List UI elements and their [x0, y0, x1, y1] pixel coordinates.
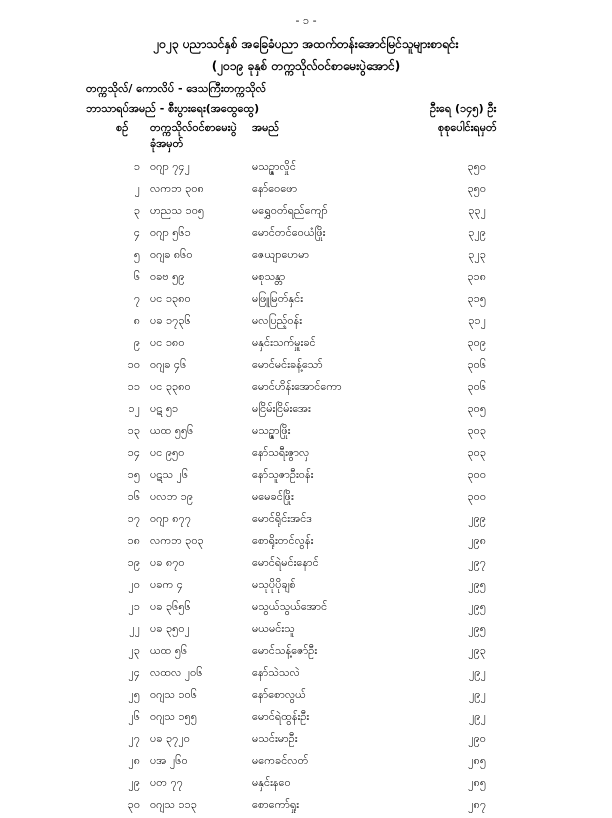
row-number: ၃ — [133, 204, 140, 217]
roll-number: ဝခဗ ၅၉ — [150, 270, 185, 283]
table-row — [0, 180, 612, 202]
table-row — [0, 312, 612, 334]
total-marks: ၃၀၅ — [467, 402, 486, 415]
roll-number: ပခ ၃၅၀၂ — [150, 622, 190, 635]
total-marks: ၃၅၀ — [467, 160, 486, 173]
total-marks: ၃၀၉ — [467, 336, 486, 349]
total-marks: ၂၉၉ — [468, 512, 486, 525]
row-number: ၁၃ — [127, 424, 140, 437]
row-number: ၂ — [134, 182, 140, 195]
student-name: မဖြူမြတ်နှင်း — [252, 292, 304, 305]
roll-number: ဝဂျာ ၅၆၁ — [150, 226, 191, 239]
student-name: မောင်ရဲထွန်းဦး — [252, 710, 310, 723]
roll-number: ဝဂျာ ၈၇၇ — [150, 512, 191, 525]
total-count: ဦးရေ (၁၄၅) ဦး — [430, 102, 497, 115]
student-name: မစုသန္တာ — [252, 270, 286, 283]
row-number: ၁၀ — [127, 358, 140, 371]
student-name: မောင်သန့်ဇော်ဦး — [252, 644, 318, 657]
row-number: ၁၈ — [127, 534, 140, 547]
roll-number: ပင ၁၈၀ — [150, 336, 185, 349]
total-marks: ၃၀၀ — [467, 468, 486, 481]
table-row — [0, 620, 612, 642]
total-marks: ၂၉၂ — [469, 666, 486, 679]
student-name: ဇေယျာဟေမာ — [252, 248, 309, 261]
table-row — [0, 268, 612, 290]
row-number: ၂၃ — [128, 644, 140, 657]
table-row — [0, 290, 612, 312]
table-row — [0, 708, 612, 730]
total-marks: ၃၁၂ — [468, 314, 486, 327]
row-number: ၁ — [133, 160, 140, 173]
roll-number: ဝဂျာ ၇၄၂ — [150, 160, 190, 173]
row-number: ၂၀ — [128, 578, 140, 591]
row-number: ၉ — [133, 336, 140, 349]
roll-number: ပဋ ၅၁ — [150, 402, 179, 415]
roll-number: ပင ၁၃၈၀ — [150, 292, 191, 305]
header-name: အမည် — [252, 121, 280, 134]
total-marks: ၃၀၆ — [467, 358, 486, 371]
roll-number: ပတ ၇၇ — [150, 776, 183, 789]
row-number: ၄ — [133, 226, 140, 239]
roll-number: ဝဂျသ ၁၅၅ — [150, 710, 197, 723]
table-row — [0, 444, 612, 466]
total-marks: ၃၀၆ — [467, 380, 486, 393]
student-name: မနှင်းသက်မှူးခင် — [252, 336, 316, 349]
table-row — [0, 400, 612, 422]
table-row — [0, 224, 612, 246]
row-number: ၈ — [133, 314, 140, 327]
row-number: ၂၉ — [128, 776, 140, 789]
student-name: မောင်တင်ဝေယံဖြိုး — [252, 226, 326, 239]
total-marks: ၂၈၅ — [468, 754, 486, 767]
roll-number: ပင ၉၅၀ — [150, 446, 185, 459]
total-marks: ၃၅၀ — [467, 182, 486, 195]
row-number: ၂၁ — [128, 600, 140, 613]
roll-number: ပလဘ ၁၉ — [150, 490, 194, 503]
row-number: ၆ — [133, 270, 140, 283]
results-table — [0, 158, 612, 818]
row-number: ၂၅ — [128, 688, 140, 701]
document-subtitle: (၂၀၁၉ ခုနှစ် တက္ကသိုလ်ဝင်စာမေးပွဲအောင်) — [211, 59, 401, 73]
roll-number: ပခ ၃၆၅၆ — [150, 600, 191, 613]
table-row — [0, 554, 612, 576]
table-row — [0, 422, 612, 444]
total-marks: ၃၁၈ — [467, 270, 486, 283]
header-marks: စုစုပေါင်းရမှတ် — [438, 121, 497, 134]
student-name: မသဉ္ဇာဖြိုး — [252, 424, 291, 437]
table-row — [0, 598, 612, 620]
table-row — [0, 466, 612, 488]
roll-number: ပအ ၂၆၀ — [150, 754, 188, 767]
row-number: ၁၆ — [127, 490, 140, 503]
row-number: ၁၄ — [127, 446, 140, 459]
table-row — [0, 356, 612, 378]
row-number: ၂၆ — [128, 710, 140, 723]
student-name: မောင်ရိုင်းအင်ဒ — [252, 512, 313, 525]
row-number: ၁၂ — [128, 402, 140, 415]
roll-number: ပဋသ ၂၆ — [150, 468, 189, 481]
row-number: ၃၀ — [127, 798, 140, 811]
table-row — [0, 532, 612, 554]
roll-number: ပခ ၁၇၃၆ — [150, 314, 191, 327]
student-name: မသဉ္ဇာလှိုင် — [252, 160, 296, 173]
row-number: ၇ — [133, 292, 140, 305]
subject-line: ဘာသာရပ်အမည် - စီးပွားရေး(အထွေထွေ) — [86, 102, 260, 115]
table-row — [0, 488, 612, 510]
table-row — [0, 730, 612, 752]
total-marks: ၂၉၈ — [468, 534, 486, 547]
table-row — [0, 642, 612, 664]
row-number: ၁၉ — [127, 556, 140, 569]
roll-number: လကဘ ၃၀၈ — [150, 182, 204, 195]
student-name: မယမင်းသူ — [252, 622, 295, 635]
roll-number: ယထ ၅၅၆ — [150, 424, 194, 437]
roll-number: ပင ၃၃၈၀ — [150, 380, 191, 393]
student-name: နော်စောလွယ် — [252, 688, 306, 701]
row-number: ၁၁ — [127, 380, 140, 393]
total-marks: ၂၉၂ — [469, 688, 486, 701]
roll-number: ဟညသ ၁၀၅ — [150, 204, 205, 217]
row-number: ၂၇ — [128, 732, 140, 745]
table-row — [0, 202, 612, 224]
total-marks: ၂၉၂ — [469, 710, 486, 723]
student-name: မမေခင်ဖြိုး — [252, 490, 294, 503]
header-roll-2: ခုံအမှတ် — [150, 137, 184, 150]
student-name: စောကော်ရှုး — [252, 798, 300, 811]
page-number: - ၁ - — [295, 14, 317, 27]
roll-number: ဝဂျသ ၁၀၆ — [150, 688, 197, 701]
total-marks: ၃၂၉ — [468, 226, 486, 239]
student-name: မလပြည့်ဝန်း — [252, 314, 303, 327]
student-name: နော်သရီးဇွာလှ — [252, 446, 310, 459]
total-marks: ၂၉၃ — [468, 644, 486, 657]
total-marks: ၃၀၃ — [467, 446, 486, 459]
student-name: နော်ဝေဖော — [252, 182, 298, 195]
total-marks: ၂၉၅ — [468, 578, 486, 591]
total-marks: ၃၁၅ — [467, 292, 486, 305]
roll-number: လကဘ ၃၀၃ — [150, 534, 204, 547]
row-number: ၂၄ — [128, 666, 140, 679]
table-row — [0, 774, 612, 796]
roll-number: ယထ ၅၆ — [150, 644, 188, 657]
header-no: စဉ် — [116, 121, 129, 134]
student-name: နော်သူဇာဦးဝန်း — [252, 468, 314, 481]
student-name: မောင်မင်းခန့်သော် — [252, 358, 323, 371]
total-marks: ၃၀၃ — [467, 424, 486, 437]
document-title: ၂၀၂၃ ပညာသင်နှစ် အခြေခံပညာ အထက်တန်းအောင်မြင်သူများစာရင်း — [153, 37, 459, 51]
student-name: မောင်ဟိန်းအောင်ကော — [252, 380, 342, 393]
table-row — [0, 510, 612, 532]
row-number: ၁၅ — [127, 468, 140, 481]
table-row — [0, 158, 612, 180]
student-name: မငြိမ်းငြိမ်းအေး — [252, 402, 311, 415]
row-number: ၁၇ — [127, 512, 140, 525]
university-line: တက္ကသိုလ်/ ကောလိပ် - ဒေသကြီးတက္ကသိုလ် — [86, 82, 267, 95]
total-marks: ၃၂၃ — [468, 248, 486, 261]
total-marks: ၂၉၅ — [468, 600, 486, 613]
table-row — [0, 246, 612, 268]
total-marks: ၃၃၂ — [468, 204, 486, 217]
table-row — [0, 686, 612, 708]
table-row — [0, 576, 612, 598]
roll-number: ဝဂျခ ၈၆၀ — [150, 248, 193, 261]
student-name: နော်သဲသလဲ — [252, 666, 300, 679]
student-name: စောရိုးတင်လွန်း — [252, 534, 314, 547]
roll-number: ပခ ၈၇၀ — [150, 556, 185, 569]
student-name: မကေခင်လတ် — [252, 754, 309, 767]
table-row — [0, 334, 612, 356]
total-marks: ၂၈၅ — [468, 776, 486, 789]
total-marks: ၂၈၇ — [468, 798, 486, 811]
student-name: မသင်းမာဦး — [252, 732, 298, 745]
row-number: ၂၂ — [129, 622, 140, 635]
row-number: ၂၈ — [128, 754, 140, 767]
table-row — [0, 378, 612, 400]
roll-number: လထလ ၂၀၆ — [150, 666, 203, 679]
student-name: မသွယ်သွယ်အောင် — [252, 600, 328, 613]
roll-number: ဝဂျသ ၁၁၃ — [150, 798, 197, 811]
total-marks: ၂၉၇ — [468, 556, 486, 569]
total-marks: ၂၉၅ — [468, 622, 486, 635]
student-name: မရွှေဝတ်ရည်ကျော် — [252, 204, 328, 217]
total-marks: ၂၉၀ — [468, 732, 486, 745]
roll-number: ပခက ၄ — [150, 578, 183, 591]
student-name: မောင်ရဲမင်းနောင် — [252, 556, 319, 569]
roll-number: ပခ ၃၇၂၀ — [150, 732, 190, 745]
student-name: မနှင်းနဝေ — [252, 776, 291, 789]
header-roll: တက္ကသိုလ်ဝင်စာမေးပွဲ — [150, 121, 237, 134]
row-number: ၅ — [133, 248, 140, 261]
total-marks: ၃၀၀ — [467, 490, 486, 503]
table-row — [0, 752, 612, 774]
student-name: မသုပိုပိုချစ် — [252, 578, 296, 591]
roll-number: ဝဂျခ ၄၆ — [150, 358, 187, 371]
table-row — [0, 664, 612, 686]
table-row — [0, 796, 612, 818]
